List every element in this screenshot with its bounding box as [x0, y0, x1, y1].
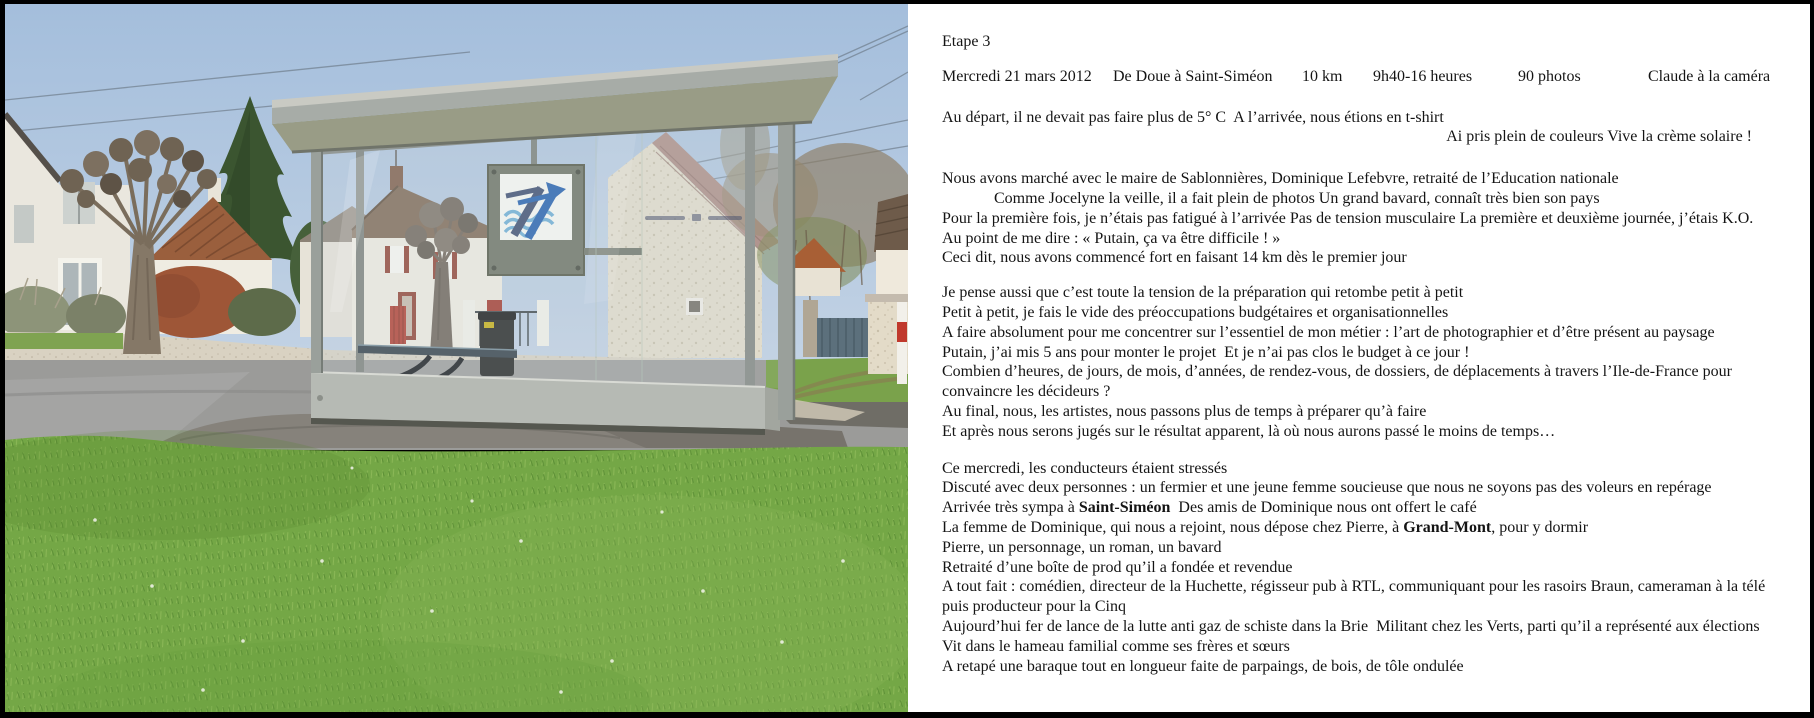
paragraph-marche: [942, 169, 1794, 268]
journal-line: Discuté avec deux personnes : un fermier et une jeune femme soucieuse que nous ne soyons pas des voleurs en repérage: [942, 479, 1712, 497]
line-segment: La femme de Dominique, qui nous a rejoint, nous dépose chez Pierre, à: [942, 518, 1404, 536]
journal-line: A tout fait : comédien, directeur de la Huchette, régisseur pub à RTL, communiquant pour les rasoirs Braun, cameraman à la télé: [942, 578, 1766, 596]
stage-photo-count: 90 photos: [1518, 67, 1581, 85]
paragraph-tension: [942, 283, 1794, 441]
stage-date: Mercredi 21 mars 2012: [942, 67, 1092, 85]
stage-route: De Doue à Saint-Siméon: [1113, 67, 1273, 85]
journal-line: Retraité d’une boîte de prod qu’il a fondée et revendue: [942, 558, 1293, 576]
paragraph-mercredi: [942, 459, 1794, 677]
bus-shelter: [272, 54, 838, 435]
place-name-bold: Grand-Mont: [1403, 518, 1492, 536]
journal-line: Aujourd’hui fer de lance de la lutte anti gaz de schiste dans la Brie Militant chez les Verts, parti qu’il a représenté aux élections: [942, 617, 1760, 635]
journal-line: Comme Jocelyne la veille, il a fait plein de photos Un grand bavard, connaît très bien son pays: [994, 189, 1600, 207]
place-name-bold: Saint-Siméon: [1078, 499, 1171, 517]
journal-line: Combien d’heures, de jours, de mois, d’années, de rendez-vous, de dossiers, de déplacements à travers l’Ile-de-France pour: [942, 363, 1732, 381]
journal-line: Au départ, il ne devait pas faire plus de 5° C A l’arrivée, nous étions en t-shirt: [942, 108, 1444, 126]
journal-line: Au final, nous, les artistes, nous passons plus de temps à préparer qu’à faire: [942, 402, 1427, 420]
bollard-red-band: [897, 322, 907, 342]
stage-time: 9h40-16 heures: [1373, 67, 1473, 85]
etape-label: Etape 3: [942, 33, 991, 50]
journal-line: Et après nous serons jugés sur le résultat apparent, là où nous aurons passé le moins de temps…: [942, 422, 1556, 440]
stage-distance: 10 km: [1302, 67, 1343, 85]
journal-line: Au point de me dire : « Putain, ça va être difficile ! »: [942, 229, 1281, 247]
journal-line: A faire absolument pour me concentrer sur l’essentiel de mon métier : l’art de photographier et d’être présent au paysage: [942, 323, 1715, 341]
paragraph-depart: [942, 108, 1794, 148]
etape-title: [942, 32, 1794, 52]
line-segment: , pour y dormir: [1491, 518, 1589, 536]
journal-line: [942, 498, 1794, 518]
bollard: [897, 302, 907, 384]
stage-camera: Claude à la caméra: [1648, 67, 1771, 85]
journal-line: Nous avons marché avec le maire de Sablonnières, Dominique Lefebvre, retraité de l’Education nationale: [942, 170, 1619, 188]
left-grass-strip: [5, 333, 123, 349]
journal-line: Je pense aussi que c’est toute la tension de la préparation qui retombe petit à petit: [942, 284, 1464, 302]
lawn: [5, 430, 908, 712]
journal-line: Ai pris plein de couleurs Vive la crème solaire !: [1446, 128, 1752, 146]
journal-line: convaincre les décideurs ?: [942, 383, 1111, 401]
journal-line: Ce mercredi, les conducteurs étaient stressés: [942, 459, 1228, 477]
journal-line: Vit dans le hameau familial comme ses frères et sœurs: [942, 637, 1290, 655]
far-right-house: [874, 194, 908, 302]
journal-line: puis producteur pour la Cinq: [942, 598, 1126, 616]
journal-page: [908, 4, 1810, 712]
journal-line: Pierre, un personnage, un roman, un bavard: [942, 538, 1222, 556]
journal-line: Petit à petit, je fais le vide des préoccupations budgétaires et organisationnelles: [942, 303, 1449, 321]
journal-text: [908, 4, 1794, 676]
stage-header-row: [942, 67, 1794, 87]
blue-fence: [817, 318, 868, 357]
journal-line: Pour la première fois, je n’étais pas fatigué à l’arrivée Pas de tension musculaire La première et deuxième journée, j’étais K.O.: [942, 209, 1754, 227]
photograph-bus-shelter: [5, 4, 908, 712]
journal-line: Ceci dit, nous avons commencé fort en faisant 14 km dès le premier jour: [942, 249, 1407, 267]
line-segment: Arrivée très sympa à: [942, 499, 1079, 517]
old-stone-post: [803, 300, 818, 357]
journal-line: A retapé une baraque tout en longueur faite de parpaings, de bois, de tôle ondulée: [942, 657, 1464, 675]
line-segment: Des amis de Dominique nous ont offert le café: [1170, 499, 1477, 517]
journal-line: [942, 518, 1794, 538]
journal-line: Putain, j’ai mis 5 ans pour monter le projet Et je n’ai pas clos le budget à ce jour !: [942, 343, 1470, 361]
pillar-cap: [865, 294, 908, 302]
